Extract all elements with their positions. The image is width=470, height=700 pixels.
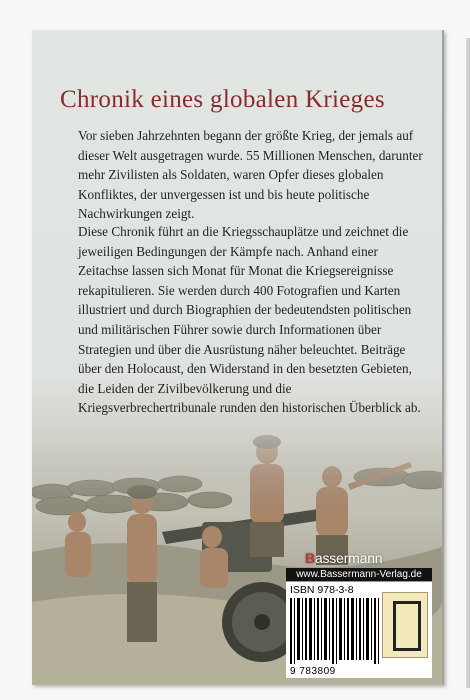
intro-paragraph: Vor sieben Jahrzehnten begann der größte Krieg, der jemals auf dieser Welt ausgetragen wurde. 55 Millionen Menschen, darunter mehr Zivilisten als Soldaten, waren Opfer dieses globalen Konfliktes, der unvergessen ist und bis heute politische Nachwirkungen zeigt.: [78, 128, 423, 222]
publisher-url: www.Bassermann-Verlag.de: [286, 568, 432, 581]
publisher-logo: [305, 550, 382, 566]
publisher-name: assermann: [314, 550, 383, 566]
book-edge: [466, 38, 470, 688]
book-title: Chronik eines globalen Krieges: [60, 86, 385, 113]
isbn-text: ISBN 978-3-8: [290, 584, 354, 596]
price-sticker: [382, 592, 428, 658]
barcode-icon: [290, 598, 380, 664]
barcode-label: [286, 568, 432, 680]
publisher-mark: B: [305, 550, 315, 566]
barcode-number: 9 783809: [290, 666, 336, 677]
sticker-frame: [393, 601, 421, 651]
isbn-box: [286, 582, 432, 678]
description-paragraph: Diese Chronik führt an die Kriegsschauplätze und zeichnet die jeweiligen Bedingungen der Kämpfe nach. Anhand einer Zeitachse lassen sich Monat für Monat die Kriegsereignisse rekapitulieren. Sie werden durch 400 Fotografien und Karten illustriert und durch Biographien der bedeutendsten politischen und militärischen Führer sowie durch Informationen über Strategien und über die Ausrüstung näher beleuchtet. Beiträge über den Holocaust, den Widerstand in den besetzten Gebieten, die Leiden der Zivilbevölkerung und die Kriegsverbrechertribunale runden den historischen Überblick ab.: [78, 224, 421, 416]
